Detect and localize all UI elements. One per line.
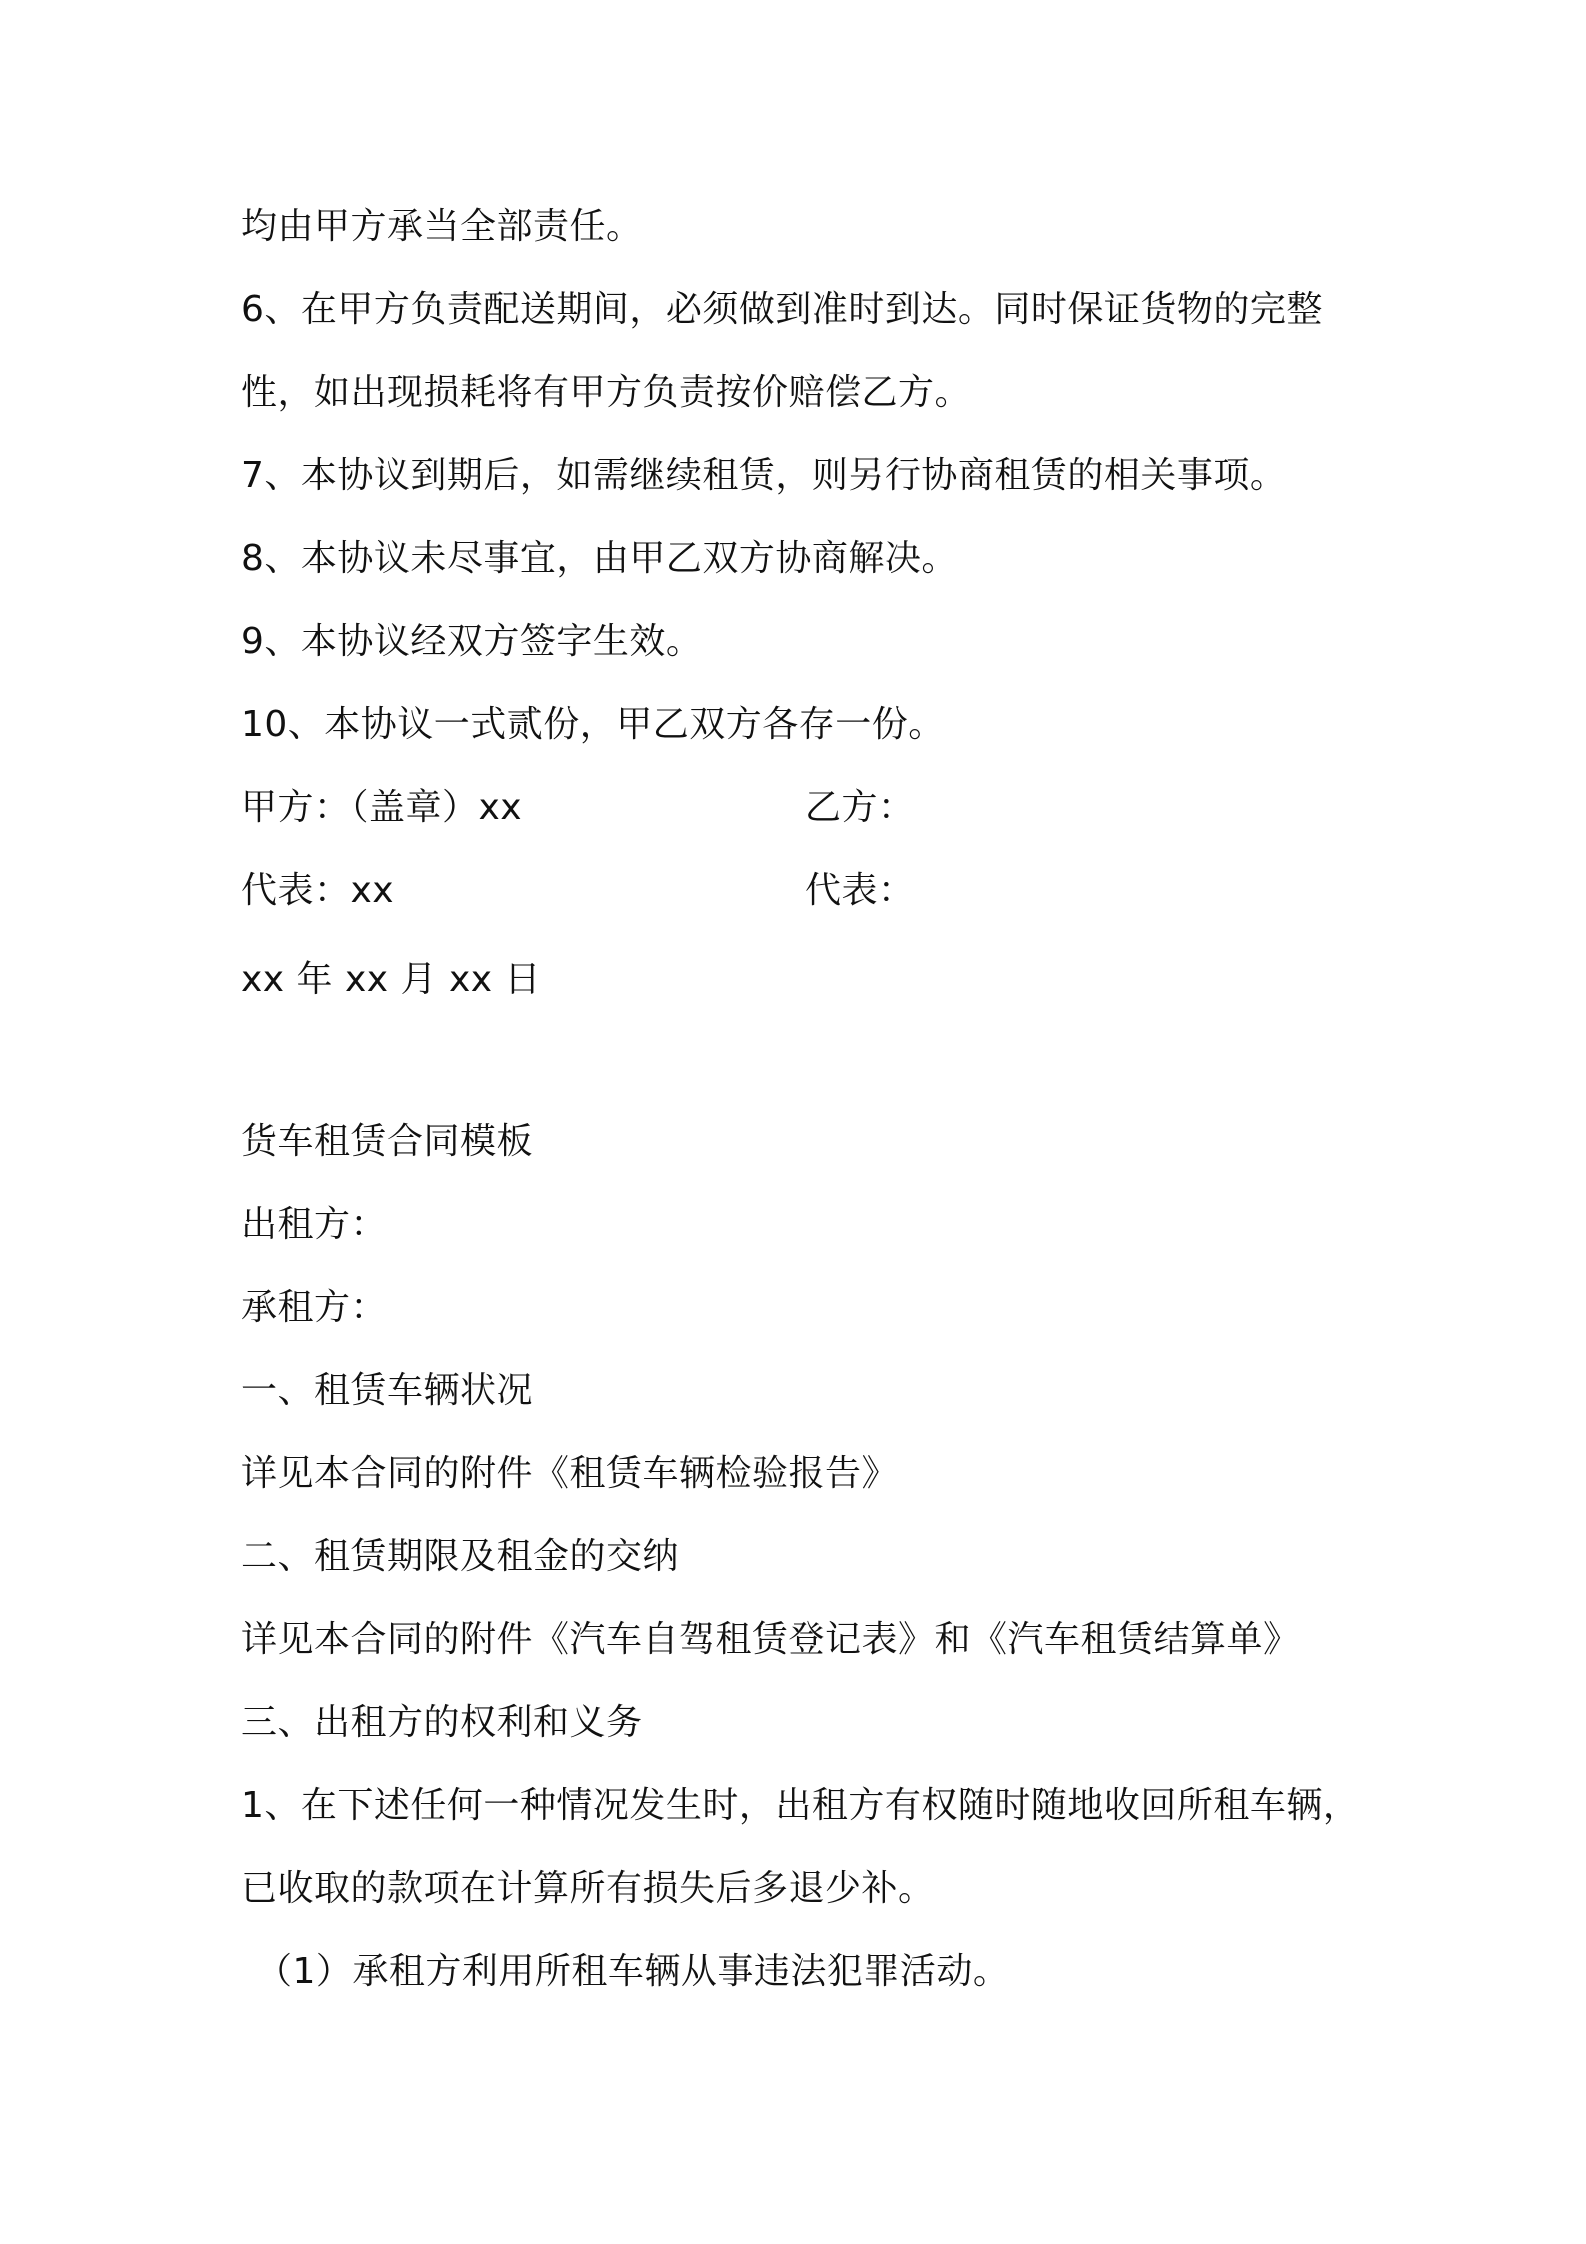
signature-rep-b: 代表： bbox=[805, 870, 915, 911]
section3-title: 三、出租方的权利和义务 bbox=[241, 1702, 643, 1743]
paragraph-line-5: 8、本协议未尽事宜，由甲乙双方协商解决。 bbox=[241, 538, 958, 579]
paragraph-line-3: 性，如出现损耗将有甲方负责按价赔偿乙方。 bbox=[241, 372, 972, 413]
contract-title: 货车租赁合同模板 bbox=[241, 1121, 534, 1162]
lessee-label: 承租方： bbox=[241, 1287, 388, 1328]
signature-party-a: 甲方：（盖章）xx bbox=[241, 787, 523, 828]
signature-rep-a: 代表：xx bbox=[241, 870, 395, 911]
lessor-label: 出租方： bbox=[241, 1204, 388, 1245]
paragraph-line-7: 10、本协议一式贰份，甲乙双方各存一份。 bbox=[241, 704, 945, 745]
section2-title: 二、租赁期限及租金的交纳 bbox=[241, 1536, 680, 1577]
section1-body: 详见本合同的附件《租赁车辆检验报告》 bbox=[241, 1453, 899, 1494]
paragraph-line-6: 9、本协议经双方签字生效。 bbox=[241, 621, 703, 662]
paragraph-line-2: 6、在甲方负责配送期间，必须做到准时到达。同时保证货物的完整 bbox=[241, 289, 1323, 330]
clause1-item1: （1）承租方利用所租车辆从事违法犯罪活动。 bbox=[256, 1951, 1010, 1992]
clause1-line1: 1、在下述任何一种情况发生时，出租方有权随时随地收回所租车辆， bbox=[241, 1785, 1360, 1826]
paragraph-line-1: 均由甲方承当全部责任。 bbox=[241, 206, 643, 247]
clause1-line2: 已收取的款项在计算所有损失后多退少补。 bbox=[241, 1868, 935, 1909]
signature-date: xx 年 xx 月 xx 日 bbox=[241, 959, 542, 1000]
paragraph-line-4: 7、本协议到期后，如需继续租赁，则另行协商租赁的相关事项。 bbox=[241, 455, 1287, 496]
section2-body: 详见本合同的附件《汽车自驾租赁登记表》和《汽车租赁结算单》 bbox=[241, 1619, 1300, 1660]
signature-party-b: 乙方： bbox=[805, 787, 915, 828]
section1-title: 一、租赁车辆状况 bbox=[241, 1370, 534, 1411]
